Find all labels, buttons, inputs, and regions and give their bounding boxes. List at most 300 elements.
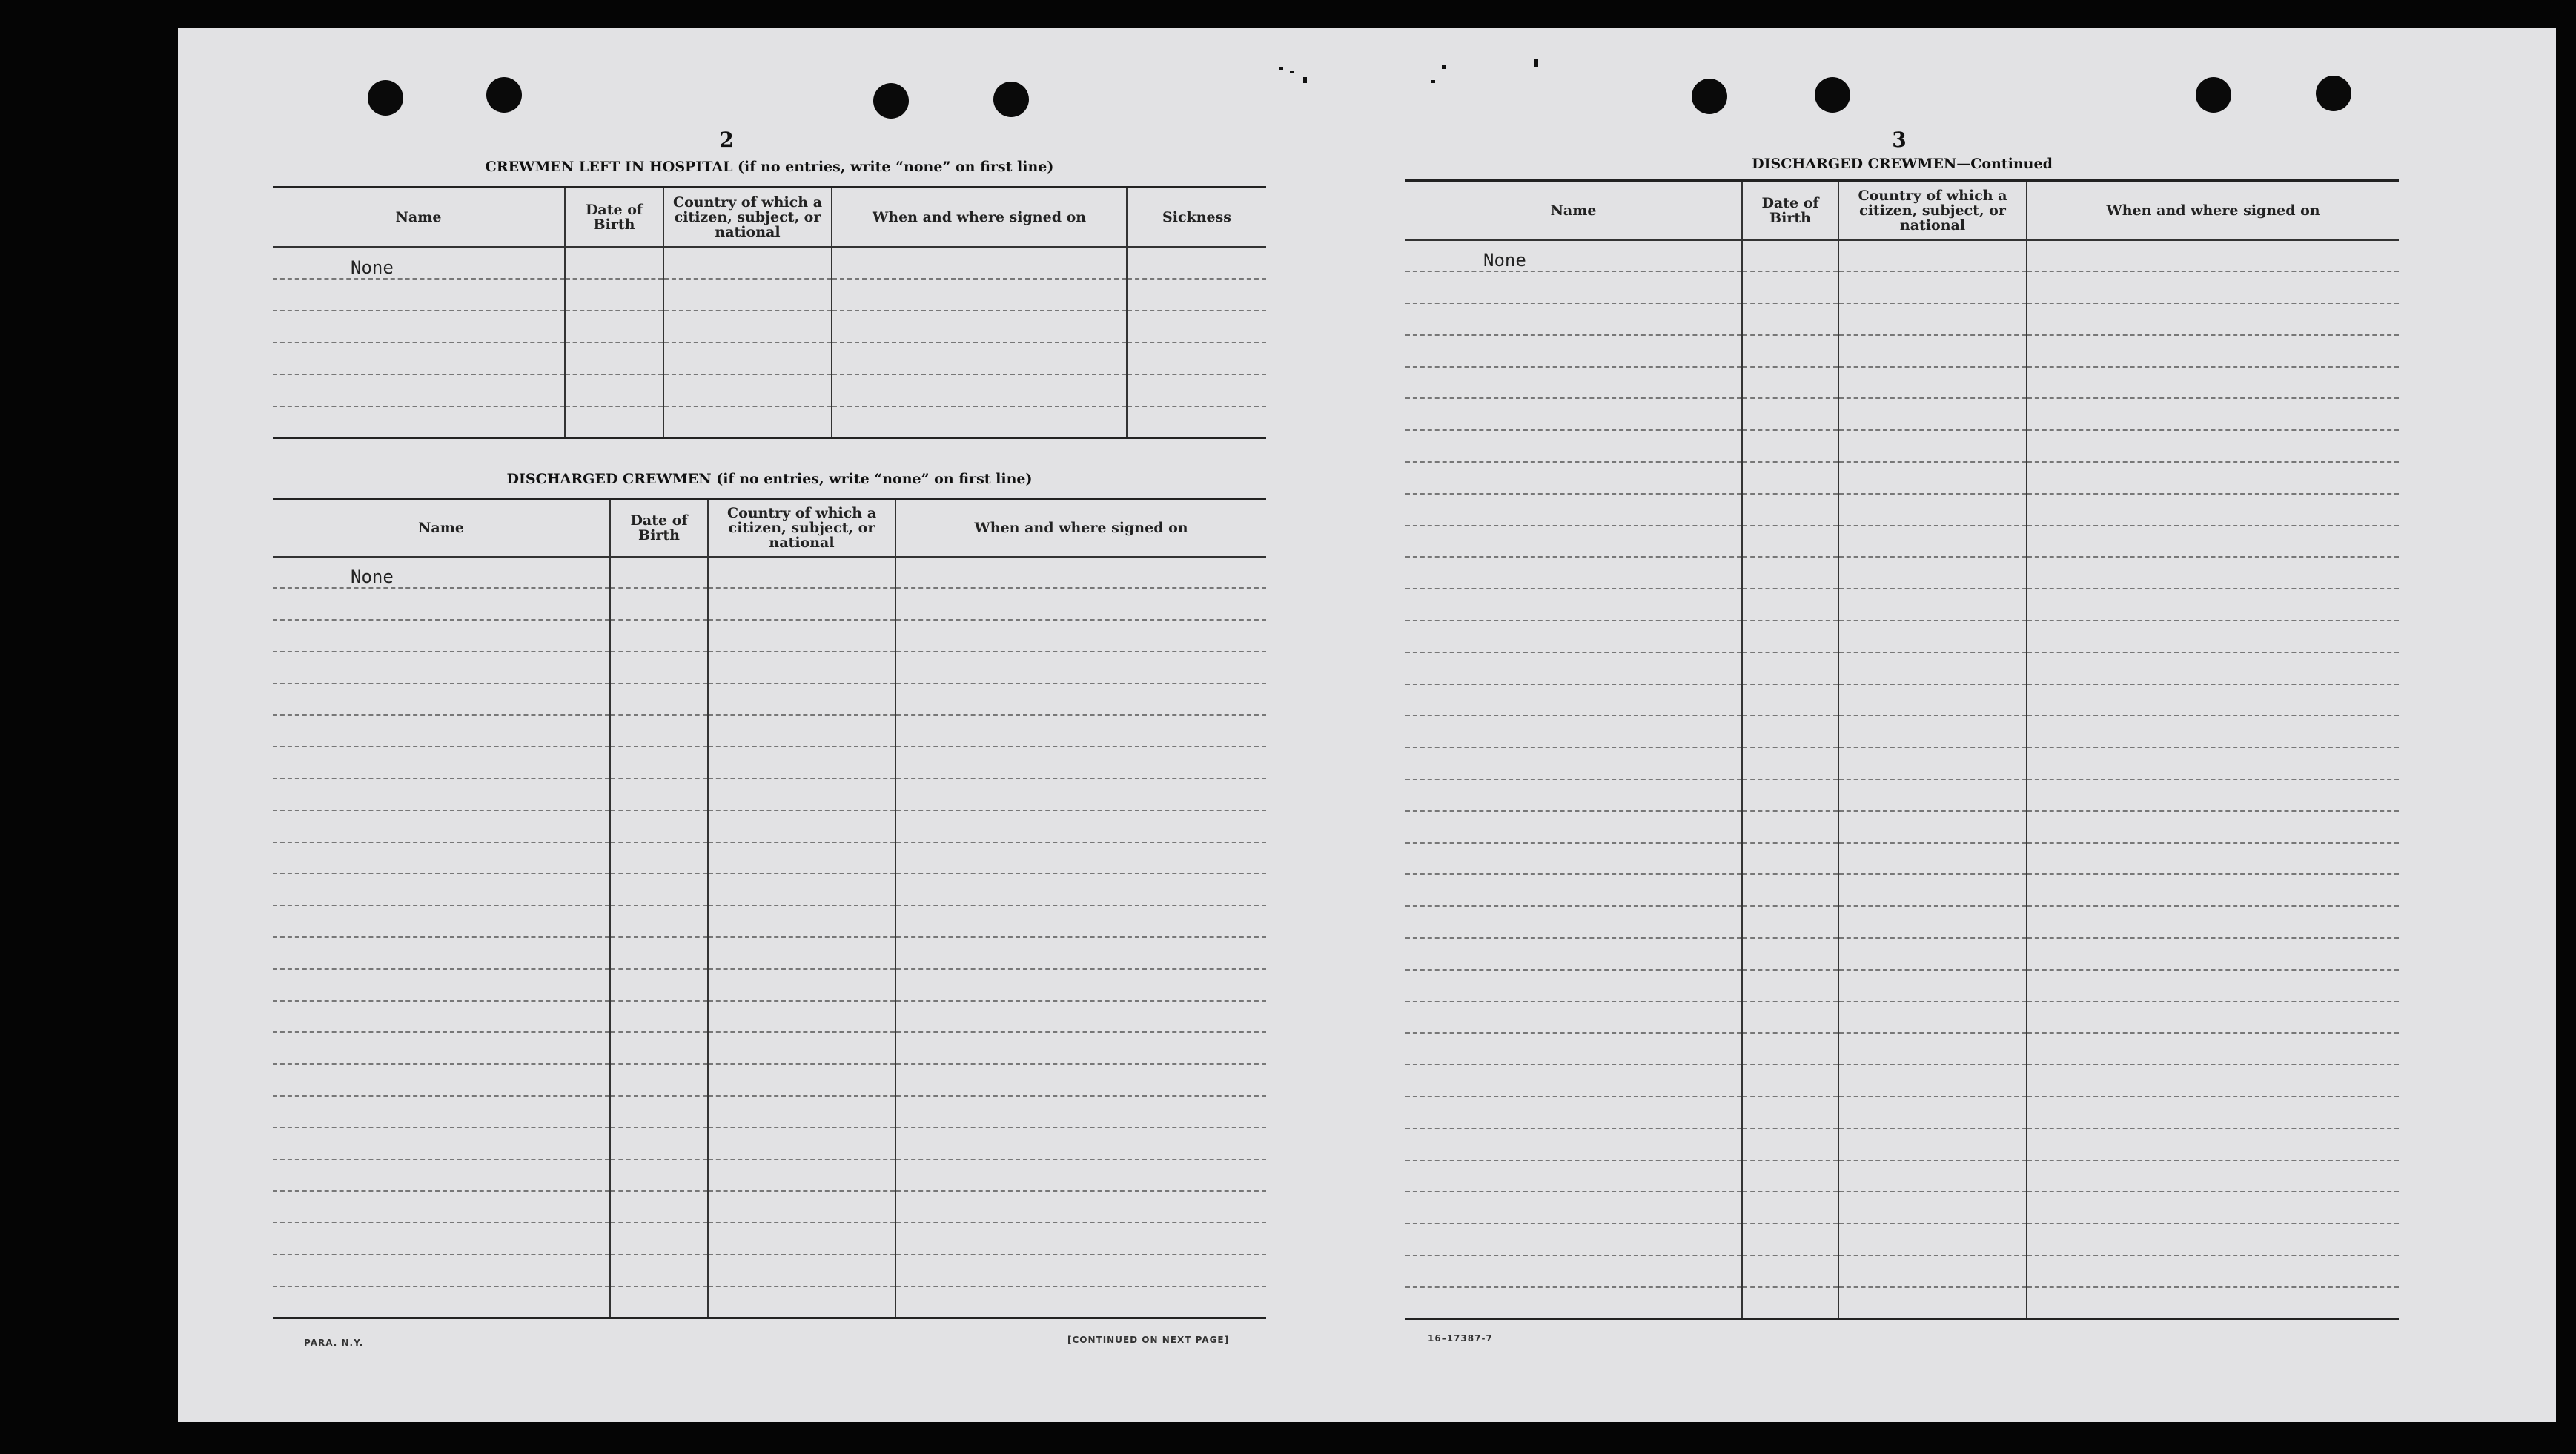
dob-cell[interactable] xyxy=(610,747,708,779)
dob-cell[interactable] xyxy=(610,937,708,969)
name-cell[interactable] xyxy=(273,779,610,810)
name-cell[interactable] xyxy=(273,1001,610,1033)
signed-on-cell[interactable] xyxy=(2027,367,2399,399)
country-cell[interactable] xyxy=(708,873,895,905)
dob-cell[interactable] xyxy=(1742,1065,1838,1097)
table-row xyxy=(1405,557,2399,589)
country-cell[interactable] xyxy=(1838,811,2027,843)
table-row xyxy=(1405,874,2399,906)
country-cell[interactable] xyxy=(708,715,895,747)
signed-on-cell[interactable] xyxy=(2027,938,2399,970)
dob-cell[interactable] xyxy=(1742,335,1838,367)
signed-on-cell[interactable] xyxy=(832,374,1127,406)
punch-hole xyxy=(486,77,522,113)
country-cell[interactable] xyxy=(1838,462,2027,494)
sickness-cell[interactable] xyxy=(1127,247,1266,279)
signed-on-cell[interactable] xyxy=(2027,1033,2399,1065)
signed-on-cell[interactable] xyxy=(2027,716,2399,747)
signed-on-cell[interactable] xyxy=(2027,1128,2399,1160)
dob-cell[interactable] xyxy=(1742,1192,1838,1223)
signed-on-cell[interactable] xyxy=(2027,462,2399,494)
dob-cell[interactable] xyxy=(1742,430,1838,462)
table-row xyxy=(273,652,1266,684)
name-cell[interactable] xyxy=(273,1160,610,1192)
country-cell[interactable] xyxy=(708,684,895,716)
country-cell[interactable] xyxy=(1838,1192,2027,1223)
signed-on-cell[interactable] xyxy=(895,779,1266,810)
dob-cell[interactable] xyxy=(610,905,708,937)
page-number: 2 xyxy=(719,128,734,152)
sickness-cell[interactable] xyxy=(1127,374,1266,406)
country-cell[interactable] xyxy=(1838,1160,2027,1192)
table-row xyxy=(1405,1065,2399,1097)
table-row xyxy=(1405,367,2399,399)
name-cell[interactable] xyxy=(1405,430,1742,462)
name-cell[interactable] xyxy=(273,406,565,438)
table-row xyxy=(273,406,1266,438)
dob-cell[interactable] xyxy=(1742,1097,1838,1128)
name-cell[interactable] xyxy=(273,1096,610,1128)
name-cell[interactable] xyxy=(1405,1033,1742,1065)
name-cell[interactable] xyxy=(1405,1002,1742,1034)
name-cell[interactable] xyxy=(1405,874,1742,906)
name-cell[interactable] xyxy=(273,1064,610,1096)
dob-cell[interactable] xyxy=(1742,367,1838,399)
dob-cell[interactable] xyxy=(1742,843,1838,875)
signed-on-cell[interactable] xyxy=(895,873,1266,905)
discharged-continued-title: DISCHARGED CREWMEN—Continued xyxy=(1752,156,2053,172)
country-cell[interactable] xyxy=(1838,589,2027,621)
name-cell[interactable] xyxy=(273,652,610,684)
signed-on-cell[interactable] xyxy=(895,810,1266,842)
country-cell[interactable] xyxy=(663,343,832,374)
name-cell[interactable] xyxy=(1405,494,1742,526)
signed-on-cell[interactable] xyxy=(895,557,1266,589)
dob-cell[interactable] xyxy=(1742,652,1838,684)
sickness-cell[interactable] xyxy=(1127,279,1266,311)
country-cell[interactable] xyxy=(1838,271,2027,303)
signed-on-cell[interactable] xyxy=(895,588,1266,620)
signed-on-cell[interactable] xyxy=(832,279,1127,311)
country-cell[interactable] xyxy=(1838,843,2027,875)
country-cell[interactable] xyxy=(1838,1033,2027,1065)
dob-cell[interactable] xyxy=(610,810,708,842)
name-cell[interactable] xyxy=(1405,526,1742,558)
name-cell[interactable] xyxy=(273,1191,610,1223)
name-cell[interactable] xyxy=(1405,1097,1742,1128)
country-cell[interactable] xyxy=(1838,1002,2027,1034)
signed-on-cell[interactable] xyxy=(2027,494,2399,526)
name-cell[interactable] xyxy=(273,905,610,937)
name-cell[interactable] xyxy=(273,1286,610,1318)
table-row xyxy=(1405,716,2399,747)
dob-cell[interactable] xyxy=(1742,494,1838,526)
dob-cell[interactable] xyxy=(1742,271,1838,303)
country-cell[interactable] xyxy=(1838,1065,2027,1097)
country-cell[interactable] xyxy=(708,779,895,810)
signed-on-cell[interactable] xyxy=(2027,1160,2399,1192)
country-cell[interactable] xyxy=(1838,398,2027,430)
country-cell[interactable] xyxy=(1838,874,2027,906)
dob-cell[interactable] xyxy=(565,247,663,279)
country-cell[interactable] xyxy=(708,557,895,589)
dob-cell[interactable] xyxy=(565,374,663,406)
dob-cell[interactable] xyxy=(1742,684,1838,716)
dob-cell[interactable] xyxy=(565,343,663,374)
country-cell[interactable] xyxy=(1838,970,2027,1002)
signed-on-cell[interactable] xyxy=(832,343,1127,374)
dob-cell[interactable] xyxy=(1742,1223,1838,1255)
dob-cell[interactable] xyxy=(1742,874,1838,906)
country-cell[interactable] xyxy=(708,588,895,620)
country-cell[interactable] xyxy=(1838,684,2027,716)
name-cell[interactable] xyxy=(273,374,565,406)
dob-cell[interactable] xyxy=(610,1001,708,1033)
sickness-cell[interactable] xyxy=(1127,311,1266,343)
country-cell[interactable] xyxy=(708,652,895,684)
country-cell[interactable] xyxy=(708,1191,895,1223)
name-cell[interactable] xyxy=(1405,398,1742,430)
name-cell[interactable] xyxy=(1405,1160,1742,1192)
dob-cell[interactable] xyxy=(1742,716,1838,747)
signed-on-cell[interactable] xyxy=(2027,1002,2399,1034)
country-cell[interactable] xyxy=(1838,1128,2027,1160)
header-name: Name xyxy=(1405,181,1742,240)
country-cell[interactable] xyxy=(1838,747,2027,779)
discharged-title: DISCHARGED CREWMEN (if no entries, write “none” on first line) xyxy=(506,471,1033,487)
dob-cell[interactable] xyxy=(610,1223,708,1255)
header-country: Country of which a citizen, subject, or national xyxy=(1838,181,2027,240)
name-cell[interactable] xyxy=(1405,970,1742,1002)
country-cell[interactable] xyxy=(1838,303,2027,335)
header-name: Name xyxy=(273,188,565,247)
signed-on-cell[interactable] xyxy=(2027,906,2399,938)
signed-on-cell[interactable] xyxy=(895,937,1266,969)
name-cell[interactable] xyxy=(273,842,610,874)
country-cell[interactable] xyxy=(1838,557,2027,589)
dob-cell[interactable] xyxy=(1742,1160,1838,1192)
country-cell[interactable] xyxy=(708,1160,895,1192)
dob-cell[interactable] xyxy=(1742,1002,1838,1034)
name-cell[interactable] xyxy=(1405,557,1742,589)
name-cell[interactable] xyxy=(273,969,610,1001)
name-cell[interactable] xyxy=(273,311,565,343)
scan-speck xyxy=(1290,71,1294,73)
name-cell[interactable] xyxy=(1405,843,1742,875)
signed-on-cell[interactable] xyxy=(832,247,1127,279)
name-cell[interactable] xyxy=(273,747,610,779)
name-cell[interactable] xyxy=(273,937,610,969)
country-cell[interactable] xyxy=(708,1128,895,1160)
dob-cell[interactable] xyxy=(1742,1255,1838,1287)
signed-on-cell[interactable] xyxy=(895,1286,1266,1318)
dob-cell[interactable] xyxy=(565,279,663,311)
dob-cell[interactable] xyxy=(1742,621,1838,652)
dob-cell[interactable] xyxy=(1742,1287,1838,1319)
country-cell[interactable] xyxy=(708,1096,895,1128)
dob-cell[interactable] xyxy=(1742,779,1838,811)
dob-cell[interactable] xyxy=(610,1096,708,1128)
signed-on-cell[interactable] xyxy=(2027,684,2399,716)
country-cell[interactable] xyxy=(1838,335,2027,367)
signed-on-cell[interactable] xyxy=(2027,1287,2399,1319)
scan-speck xyxy=(1534,59,1538,67)
signed-on-cell[interactable] xyxy=(832,406,1127,438)
country-cell[interactable] xyxy=(1838,240,2027,272)
name-cell[interactable] xyxy=(1405,335,1742,367)
dob-cell[interactable] xyxy=(610,1160,708,1192)
name-cell[interactable] xyxy=(1405,906,1742,938)
name-cell[interactable] xyxy=(1405,716,1742,747)
header-signed-on: When and where signed on xyxy=(895,499,1266,557)
name-cell[interactable] xyxy=(1405,1065,1742,1097)
table-row xyxy=(273,1286,1266,1318)
name-cell[interactable] xyxy=(273,684,610,716)
signed-on-cell[interactable] xyxy=(2027,843,2399,875)
signed-on-cell[interactable] xyxy=(2027,811,2399,843)
dob-cell[interactable] xyxy=(610,620,708,652)
signed-on-cell[interactable] xyxy=(895,969,1266,1001)
signed-on-cell[interactable] xyxy=(2027,398,2399,430)
dob-cell[interactable] xyxy=(610,684,708,716)
signed-on-cell[interactable] xyxy=(895,1001,1266,1033)
signed-on-cell[interactable] xyxy=(895,1096,1266,1128)
dob-cell[interactable] xyxy=(1742,906,1838,938)
table-row xyxy=(273,1223,1266,1255)
name-cell[interactable] xyxy=(273,873,610,905)
country-cell[interactable] xyxy=(1838,779,2027,811)
name-cell[interactable] xyxy=(1405,589,1742,621)
name-cell[interactable] xyxy=(273,715,610,747)
dob-cell[interactable] xyxy=(610,969,708,1001)
name-cell[interactable]: None xyxy=(273,247,565,279)
country-cell[interactable] xyxy=(1838,1255,2027,1287)
dob-cell[interactable] xyxy=(1742,1033,1838,1065)
name-cell[interactable]: None xyxy=(273,557,610,589)
name-cell[interactable] xyxy=(1405,652,1742,684)
dob-cell[interactable] xyxy=(610,1191,708,1223)
country-cell[interactable] xyxy=(708,810,895,842)
country-cell[interactable] xyxy=(663,374,832,406)
signed-on-cell[interactable] xyxy=(895,1064,1266,1096)
printer-mark: PARA. N.Y. xyxy=(304,1338,364,1348)
country-cell[interactable] xyxy=(708,842,895,874)
country-cell[interactable] xyxy=(1838,1287,2027,1319)
country-cell[interactable] xyxy=(708,969,895,1001)
country-cell[interactable] xyxy=(663,279,832,311)
signed-on-cell[interactable] xyxy=(2027,557,2399,589)
country-cell[interactable] xyxy=(1838,526,2027,558)
signed-on-cell[interactable] xyxy=(895,1255,1266,1286)
name-cell[interactable] xyxy=(273,1223,610,1255)
signed-on-cell[interactable] xyxy=(2027,526,2399,558)
table-row xyxy=(273,969,1266,1001)
dob-cell[interactable] xyxy=(610,1032,708,1064)
signed-on-cell[interactable] xyxy=(895,842,1266,874)
name-cell[interactable] xyxy=(1405,684,1742,716)
country-cell[interactable] xyxy=(708,1001,895,1033)
signed-on-cell[interactable] xyxy=(2027,747,2399,779)
signed-on-cell[interactable] xyxy=(2027,335,2399,367)
name-cell[interactable] xyxy=(1405,1255,1742,1287)
signed-on-cell[interactable] xyxy=(2027,271,2399,303)
name-cell[interactable]: None xyxy=(1405,240,1742,272)
name-cell[interactable] xyxy=(1405,938,1742,970)
name-cell[interactable] xyxy=(1405,271,1742,303)
dob-cell[interactable] xyxy=(610,1286,708,1318)
dob-cell[interactable] xyxy=(610,1128,708,1160)
scan-speck xyxy=(1431,80,1435,83)
signed-on-cell[interactable] xyxy=(2027,874,2399,906)
name-cell[interactable] xyxy=(1405,1192,1742,1223)
header-signed-on: When and where signed on xyxy=(832,188,1127,247)
country-cell[interactable] xyxy=(708,620,895,652)
country-cell[interactable] xyxy=(1838,621,2027,652)
name-cell[interactable] xyxy=(1405,1287,1742,1319)
name-cell[interactable] xyxy=(273,620,610,652)
signed-on-cell[interactable] xyxy=(2027,970,2399,1002)
signed-on-cell[interactable] xyxy=(895,684,1266,716)
name-cell[interactable] xyxy=(1405,462,1742,494)
table-row xyxy=(273,873,1266,905)
name-cell[interactable] xyxy=(273,343,565,374)
dob-cell[interactable] xyxy=(610,557,708,589)
signed-on-cell[interactable] xyxy=(832,311,1127,343)
country-cell[interactable] xyxy=(708,937,895,969)
dob-cell[interactable] xyxy=(1742,526,1838,558)
country-cell[interactable] xyxy=(1838,938,2027,970)
signed-on-cell[interactable] xyxy=(2027,1223,2399,1255)
country-cell[interactable] xyxy=(663,406,832,438)
country-cell[interactable] xyxy=(708,1032,895,1064)
country-cell[interactable] xyxy=(708,1286,895,1318)
name-cell[interactable] xyxy=(1405,811,1742,843)
name-cell[interactable] xyxy=(1405,747,1742,779)
dob-cell[interactable] xyxy=(1742,557,1838,589)
table-row xyxy=(1405,589,2399,621)
sickness-cell[interactable] xyxy=(1127,406,1266,438)
signed-on-cell[interactable] xyxy=(2027,1255,2399,1287)
dob-cell[interactable] xyxy=(1742,240,1838,272)
signed-on-cell[interactable] xyxy=(895,620,1266,652)
country-cell[interactable] xyxy=(1838,1097,2027,1128)
dob-cell[interactable] xyxy=(610,588,708,620)
country-cell[interactable] xyxy=(1838,716,2027,747)
name-cell[interactable] xyxy=(1405,1128,1742,1160)
signed-on-cell[interactable] xyxy=(2027,621,2399,652)
signed-on-cell[interactable] xyxy=(2027,589,2399,621)
name-cell[interactable] xyxy=(1405,367,1742,399)
country-cell[interactable] xyxy=(1838,906,2027,938)
country-cell[interactable] xyxy=(1838,652,2027,684)
country-cell[interactable] xyxy=(708,1255,895,1286)
dob-cell[interactable] xyxy=(1742,303,1838,335)
dob-cell[interactable] xyxy=(1742,589,1838,621)
signed-on-cell[interactable] xyxy=(2027,1097,2399,1128)
name-cell[interactable] xyxy=(1405,303,1742,335)
name-cell[interactable] xyxy=(273,588,610,620)
sickness-cell[interactable] xyxy=(1127,343,1266,374)
signed-on-cell[interactable] xyxy=(895,715,1266,747)
table-row xyxy=(273,715,1266,747)
header-date-of-birth: Date of Birth xyxy=(565,188,663,247)
signed-on-cell[interactable] xyxy=(2027,240,2399,272)
country-cell[interactable] xyxy=(708,1223,895,1255)
name-cell[interactable] xyxy=(1405,779,1742,811)
dob-cell[interactable] xyxy=(610,715,708,747)
country-cell[interactable] xyxy=(708,905,895,937)
dob-cell[interactable] xyxy=(565,406,663,438)
dob-cell[interactable] xyxy=(610,779,708,810)
name-cell[interactable] xyxy=(1405,1223,1742,1255)
signed-on-cell[interactable] xyxy=(2027,652,2399,684)
country-cell[interactable] xyxy=(663,247,832,279)
signed-on-cell[interactable] xyxy=(2027,303,2399,335)
name-cell[interactable] xyxy=(273,1255,610,1286)
table-row xyxy=(1405,811,2399,843)
dob-cell[interactable] xyxy=(1742,462,1838,494)
dob-cell[interactable] xyxy=(610,1255,708,1286)
signed-on-cell[interactable] xyxy=(895,1191,1266,1223)
header-date-of-birth: Date of Birth xyxy=(610,499,708,557)
name-cell[interactable] xyxy=(273,1128,610,1160)
country-cell[interactable] xyxy=(708,747,895,779)
dob-cell[interactable] xyxy=(1742,970,1838,1002)
signed-on-cell[interactable] xyxy=(895,1223,1266,1255)
country-cell[interactable] xyxy=(1838,494,2027,526)
dob-cell[interactable] xyxy=(610,842,708,874)
country-cell[interactable] xyxy=(708,1064,895,1096)
dob-cell[interactable] xyxy=(565,311,663,343)
dob-cell[interactable] xyxy=(1742,398,1838,430)
dob-cell[interactable] xyxy=(610,652,708,684)
signed-on-cell[interactable] xyxy=(895,1160,1266,1192)
header-country: Country of which a citizen, subject, or national xyxy=(663,188,832,247)
country-cell[interactable] xyxy=(1838,1223,2027,1255)
country-cell[interactable] xyxy=(663,311,832,343)
dob-cell[interactable] xyxy=(1742,811,1838,843)
signed-on-cell[interactable] xyxy=(2027,1192,2399,1223)
name-cell[interactable] xyxy=(1405,621,1742,652)
continued-note: [CONTINUED ON NEXT PAGE] xyxy=(1067,1335,1230,1345)
signed-on-cell[interactable] xyxy=(895,747,1266,779)
dob-cell[interactable] xyxy=(1742,1128,1838,1160)
country-cell[interactable] xyxy=(1838,367,2027,399)
signed-on-cell[interactable] xyxy=(2027,779,2399,811)
name-cell[interactable] xyxy=(273,279,565,311)
dob-cell[interactable] xyxy=(610,1064,708,1096)
name-cell[interactable] xyxy=(273,1032,610,1064)
signed-on-cell[interactable] xyxy=(895,1032,1266,1064)
dob-cell[interactable] xyxy=(1742,747,1838,779)
page-number: 3 xyxy=(1892,128,1907,152)
country-cell[interactable] xyxy=(1838,430,2027,462)
signed-on-cell[interactable] xyxy=(895,905,1266,937)
table-row xyxy=(273,1064,1266,1096)
name-cell[interactable] xyxy=(273,810,610,842)
table-row xyxy=(1405,271,2399,303)
scan-speck xyxy=(1279,67,1283,70)
punch-hole xyxy=(2316,76,2351,111)
signed-on-cell[interactable] xyxy=(2027,430,2399,462)
table-row xyxy=(1405,747,2399,779)
signed-on-cell[interactable] xyxy=(895,652,1266,684)
dob-cell[interactable] xyxy=(1742,938,1838,970)
table-row xyxy=(273,905,1266,937)
signed-on-cell[interactable] xyxy=(895,1128,1266,1160)
signed-on-cell[interactable] xyxy=(2027,1065,2399,1097)
dob-cell[interactable] xyxy=(610,873,708,905)
